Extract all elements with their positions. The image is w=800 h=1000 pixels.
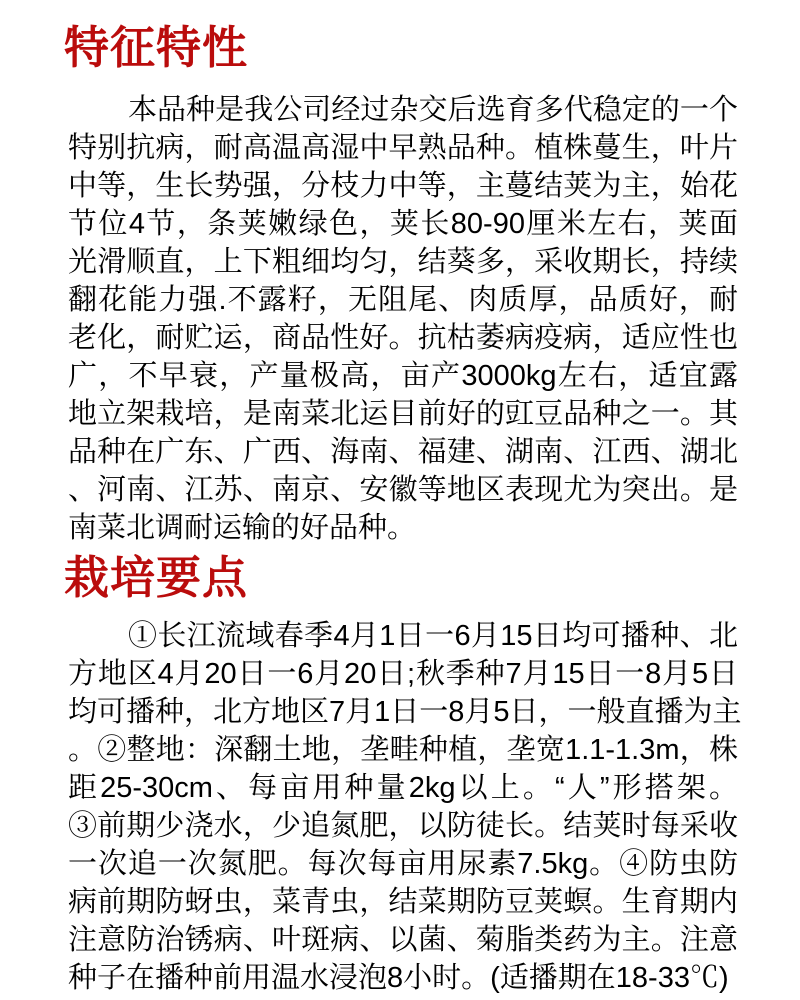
- text-line: 距25-30cm、每亩用种量2kg以上。“人”形搭架。: [68, 772, 738, 804]
- text-line: 。②整地：深翻土地，垄畦种植，垄宽1.1-1.3m，株: [68, 734, 738, 766]
- text-line: 中等，生长势强，分枝力中等，主蔓结荚为主，始花: [68, 170, 738, 202]
- section-heading-cultivation: 栽培要点: [64, 553, 249, 603]
- characteristics-paragraph: [68, 91, 738, 547]
- text-line: 翻花能力强.不露籽，无阻尾、肉质厚，品质好，耐: [68, 284, 738, 316]
- section-heading-characteristics: 特征特性: [64, 23, 249, 73]
- text-line: 注意防治锈病、叶斑病、以菌、菊脂类药为主。注意: [68, 924, 738, 956]
- text-line: 病前期防蚜虫，菜青虫，结菜期防豆荚螟。生育期内: [68, 886, 738, 918]
- text-line: 一次追一次氮肥。每次每亩用尿素7.5kg。④防虫防: [68, 848, 738, 880]
- text-line: 品种在广东、广西、海南、福建、湖南、江西、湖北: [68, 436, 738, 468]
- text-line: ③前期少浇水，少追氮肥，以防徒长。结荚时每采收: [68, 810, 738, 842]
- text-line: 节位4节，条荚嫩绿色，荚长80-90厘米左右，荚面: [68, 208, 738, 240]
- text-line: 光滑顺直，上下粗细均匀，结葵多，采收期长，持续: [68, 246, 738, 278]
- text-line: ①长江流域春季4月1日一6月15日均可播种、北: [128, 620, 738, 652]
- text-line: 特别抗病，耐高温高湿中早熟品种。植株蔓生，叶片: [68, 132, 738, 164]
- text-line: 地立架栽培，是南菜北运目前好的豇豆品种之一。其: [68, 398, 738, 430]
- text-line: 种子在播种前用温水浸泡8小时。(适播期在18-33℃): [68, 962, 729, 994]
- cultivation-paragraph: [68, 617, 742, 997]
- text-line: 广，不早衰，产量极高，亩产3000kg左右，适宜露: [68, 360, 738, 392]
- text-line: 、河南、江苏、南京、安徽等地区表现尤为突出。是: [68, 474, 738, 506]
- text-line: 均可播种，北方地区7月1日一8月5日，一般直播为主: [68, 696, 742, 728]
- text-line: 方地区4月20日一6月20日;秋季种7月15日一8月5日: [68, 658, 738, 690]
- text-line: 老化，耐贮运，商品性好。抗枯萎病疫病，适应性也: [68, 322, 738, 354]
- text-line: 本品种是我公司经过杂交后选育多代稳定的一个: [128, 94, 738, 126]
- text-line: 南菜北调耐运输的好品种。: [68, 512, 417, 544]
